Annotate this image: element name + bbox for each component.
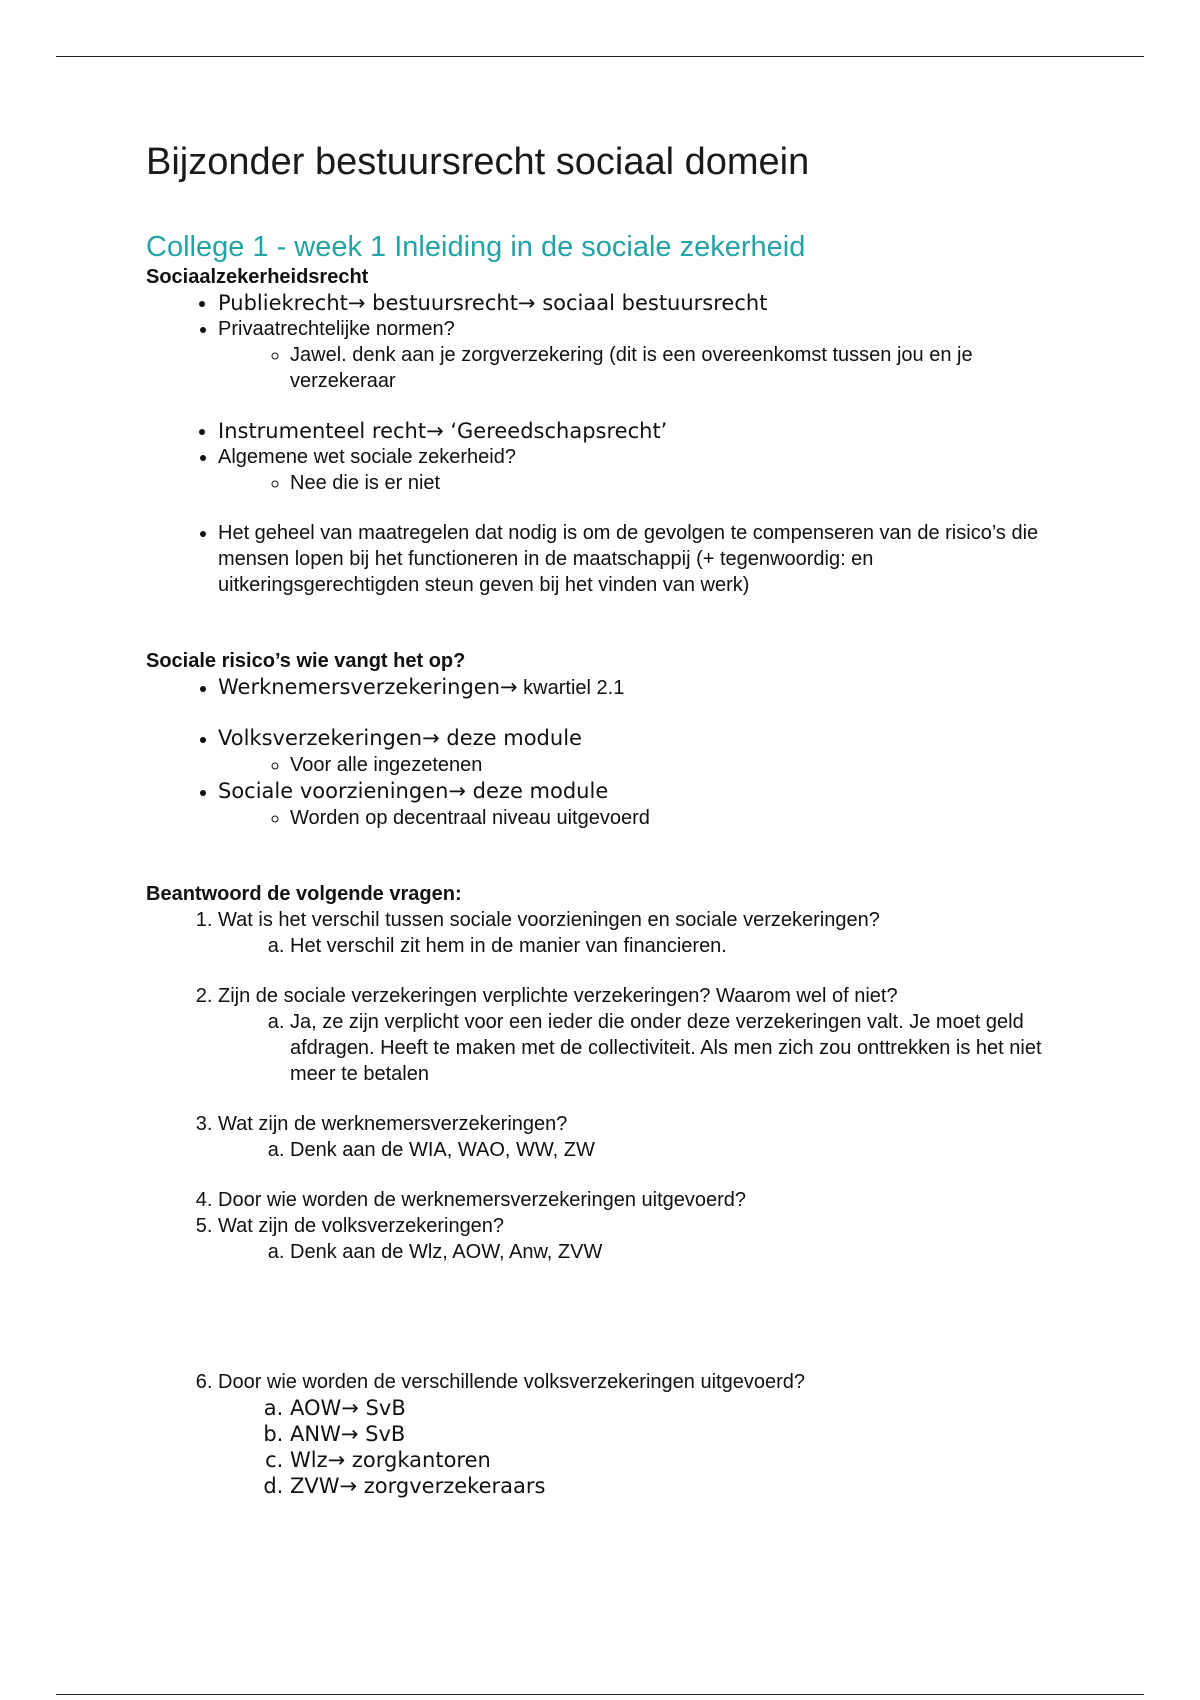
sub-list	[218, 805, 1066, 831]
answer-list	[218, 1009, 1066, 1087]
question-item	[218, 1369, 1066, 1499]
list-item-text: Algemene wet sociale zekerheid?	[218, 446, 516, 469]
question-text: Wat zijn de volksverzekeringen?	[218, 1215, 505, 1238]
subheading-sociale-risicos: Sociale risico’s wie vangt het op?	[146, 650, 466, 673]
list-item	[218, 725, 1066, 778]
sub-list-item: ◦ Jawel. denk aan je zorgverzekering (dit is een overeenkomst tussen jou en je verzekeraar	[290, 342, 1066, 394]
list-item: • Publiekrecht→ bestuursrecht→ sociaal bestuursrecht	[218, 290, 1066, 316]
list-item	[218, 316, 1066, 394]
question-text: Door wie worden de verschillende volksverzekeringen uitgevoerd?	[218, 1371, 805, 1394]
list-item	[218, 444, 1066, 496]
list-item	[218, 674, 1066, 701]
question-item	[218, 1213, 1066, 1265]
question-text: Wat zijn de werknemersverzekeringen?	[218, 1113, 568, 1136]
list-item-text: Volksverzekeringen→ deze module	[218, 726, 582, 751]
answer-item: a. Ja, ze zijn verplicht voor een ieder die onder deze verzekeringen valt. Je moet geld afdragen. Heeft te maken met de collectiviteit. Als men zich zou onttrekken is het niet meer te betalen	[290, 1009, 1066, 1087]
top-rule	[56, 56, 1144, 57]
sub-list-item: ◦ Voor alle ingezetenen	[290, 752, 1066, 778]
question-item	[218, 983, 1066, 1087]
bullet-list	[146, 290, 1066, 598]
answer-list	[218, 1239, 1066, 1265]
subheading-vragen: Beantwoord de volgende vragen:	[146, 883, 462, 906]
list-item-tail: kwartiel 2.1	[517, 677, 625, 700]
answer-item: d. ZVW→ zorgverzekeraars	[290, 1473, 1066, 1499]
list-item: • Het geheel van maatregelen dat nodig is om de gevolgen te compenseren van de risico’s die mensen lopen bij het functioneren in de maatschappij (+ tegenwoordig: en uitkeringsgerechtigden steun geven bij het vinden van werk)	[218, 520, 1066, 598]
question-item	[218, 1111, 1066, 1163]
bottom-rule	[56, 1694, 1144, 1695]
list-item-text: Werknemersverzekeringen→	[218, 675, 518, 700]
bullet-list	[146, 674, 1066, 831]
list-item	[218, 778, 1066, 831]
answer-list	[218, 1137, 1066, 1163]
question-item	[218, 1187, 1066, 1213]
document-body	[146, 140, 1066, 1499]
subheading-sociaalzekerheidsrecht: Sociaalzekerheidsrecht	[146, 266, 369, 289]
sub-list-item: ◦ Worden op decentraal niveau uitgevoerd	[290, 805, 1066, 831]
question-text: Wat is het verschil tussen sociale voorzieningen en sociale verzekeringen?	[218, 909, 880, 932]
answer-item: a. Denk aan de WIA, WAO, WW, ZW	[290, 1137, 1066, 1163]
document-title: Bijzonder bestuursrecht sociaal domein	[146, 141, 810, 183]
sub-list	[218, 342, 1066, 394]
sub-list	[218, 752, 1066, 778]
list-item-text: Privaatrechtelijke normen?	[218, 318, 455, 341]
list-item-text: Sociale voorzieningen→ deze module	[218, 779, 609, 804]
sub-list-item: ◦ Nee die is er niet	[290, 470, 1066, 496]
question-text: Door wie worden de werknemersverzekeringen uitgevoerd?	[218, 1189, 747, 1212]
answer-list	[218, 933, 1066, 959]
answer-item: a. Het verschil zit hem in de manier van financieren.	[290, 933, 1066, 959]
section-heading: College 1 - week 1 Inleiding in de sociale zekerheid	[146, 230, 806, 263]
question-text: Zijn de sociale verzekeringen verplichte verzekeringen? Waarom wel of niet?	[218, 985, 898, 1008]
question-item	[218, 907, 1066, 959]
sub-list	[218, 470, 1066, 496]
answer-item: a. AOW→ SvB	[290, 1395, 1066, 1421]
answer-item: c. Wlz→ zorgkantoren	[290, 1447, 1066, 1473]
answer-item: b. ANW→ SvB	[290, 1421, 1066, 1447]
question-list	[146, 907, 1066, 1499]
answer-list	[218, 1395, 1066, 1499]
answer-item: a. Denk aan de Wlz, AOW, Anw, ZVW	[290, 1239, 1066, 1265]
list-item: • Instrumenteel recht→ ‘Gereedschapsrecht’	[218, 418, 1066, 444]
